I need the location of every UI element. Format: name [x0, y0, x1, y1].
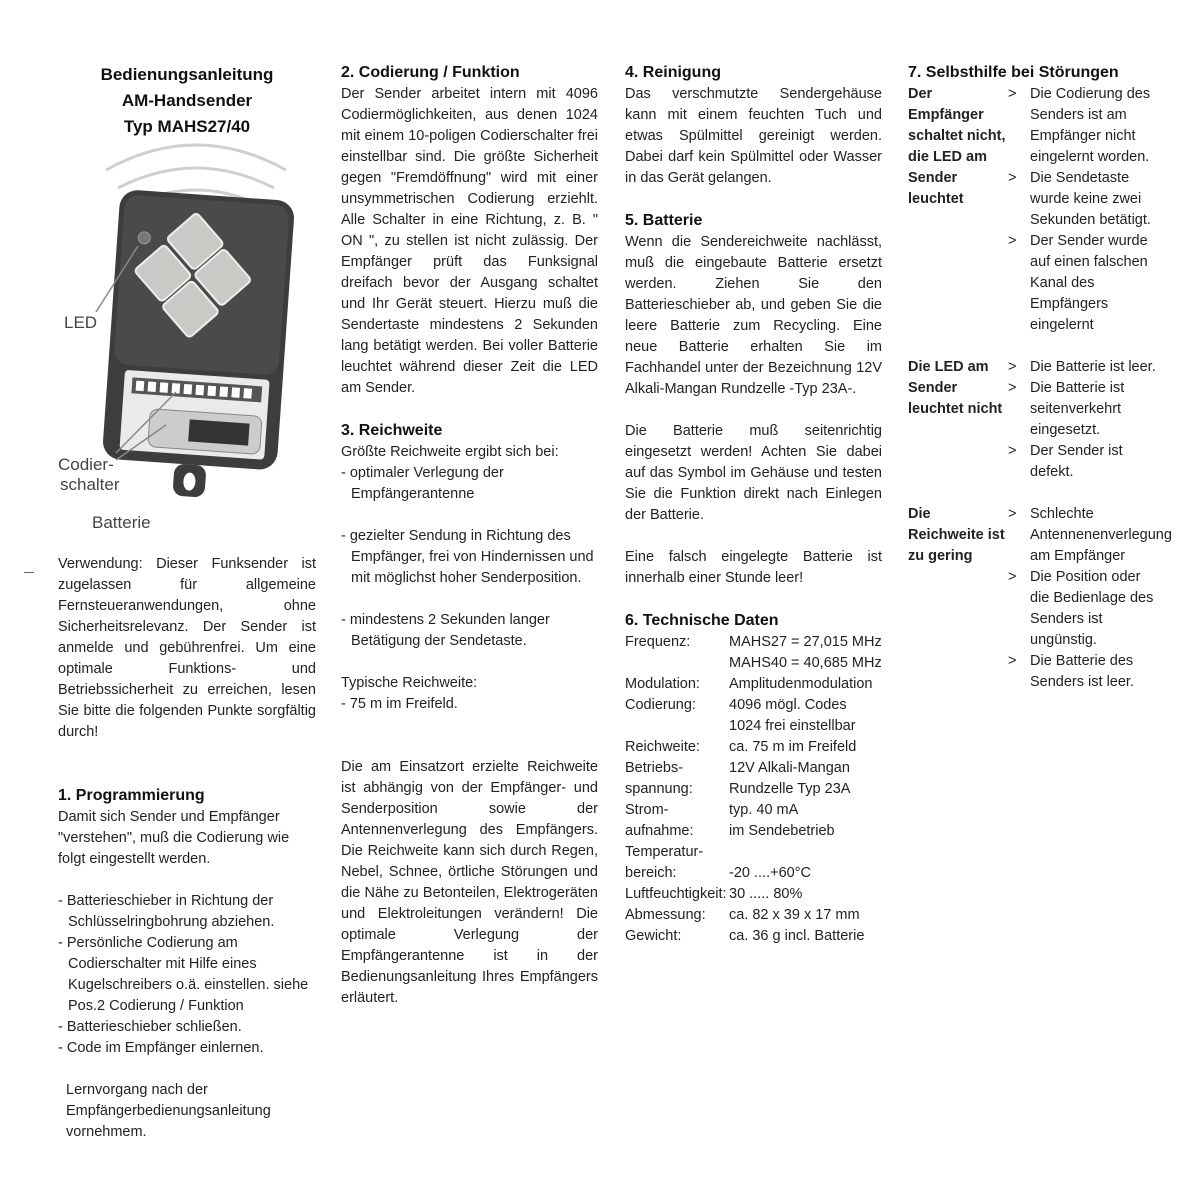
spec-row: [625, 674, 882, 695]
trouble-fix-text: Schlechte Antennenenverlegung am Empfänger: [1030, 506, 1172, 564]
section-1-step-1: - Batterieschieber in Richtung der Schlüsselringbohrung abziehen.: [58, 893, 275, 930]
column-4: [908, 62, 1172, 693]
section-5-text-3: Eine falsch eingelegte Batterie ist innerhalb einer Stunde leer!: [625, 549, 882, 586]
spec-row: [625, 821, 882, 842]
section-7-heading: 7. Selbsthilfe bei Störungen: [908, 64, 1119, 81]
trouble-fix-text: Die Batterie ist leer.: [1030, 359, 1156, 375]
spec-key: Luftfeuchtigkeit:: [625, 886, 727, 902]
bullet-marker: >: [1008, 233, 1017, 249]
spec-key: Gewicht:: [625, 928, 682, 944]
led-icon: [138, 231, 151, 244]
spec-key: [625, 716, 729, 737]
spec-key: Strom-: [625, 802, 669, 818]
bullet-marker: >: [1008, 443, 1017, 459]
spec-key: Betriebs-: [625, 760, 684, 776]
bullet-marker: >: [1008, 569, 1017, 585]
section-5-heading: 5. Batterie: [625, 212, 703, 229]
trouble-fix: [1008, 651, 1160, 693]
trouble-fix: [1008, 84, 1160, 168]
section-3-item-1: - optimaler Verlegung der Empfängerantenne: [341, 465, 504, 502]
column-3: [625, 62, 882, 947]
spec-row: [625, 716, 882, 737]
spec-row: [625, 863, 882, 884]
spec-key: bereich:: [625, 865, 677, 881]
bullet-marker: >: [1008, 506, 1017, 522]
trouble-fix-text: Die Batterie ist seitenverkehrt eingesetzt.: [1030, 380, 1125, 438]
trouble-fix: [1008, 231, 1160, 336]
battery-icon: [148, 409, 262, 455]
section-1-heading: 1. Programmierung: [58, 787, 205, 804]
spec-key: Modulation:: [625, 676, 700, 692]
remote-control-illustration: [56, 130, 336, 540]
trouble-fix-text: Die Batterie des Senders ist leer.: [1030, 653, 1134, 690]
title-line-2: AM-Handsender: [121, 91, 253, 110]
spec-value: ca. 36 g incl. Batterie: [729, 928, 865, 944]
intro-text: Verwendung: Dieser Funksender ist zugelassen für allgemeine Fernsteueranwendungen, ohne Sicherheitsrelevanz. Der Sender ist anmelde und gebührenfrei. Um eine optimale Funktions- und Betriebssicherheit zu erreichen, lesen Sie bitte die folgenden Punkte sorgfältig durch!: [58, 556, 316, 740]
trouble-group: [908, 357, 1160, 483]
trouble-fix-text: Der Sender wurde auf einen falschen Kanal des Empfängers eingelernt: [1030, 233, 1148, 333]
spec-key: Temperatur-: [625, 844, 704, 860]
section-3-intro: Größte Reichweite ergibt sich bei:: [341, 444, 559, 460]
bullet-marker: >: [1008, 653, 1017, 669]
spec-value: ca. 82 x 39 x 17 mm: [729, 907, 860, 923]
spec-key: Frequenz:: [625, 634, 691, 650]
bullet-marker: >: [1008, 380, 1017, 396]
trouble-fix: [1008, 357, 1160, 378]
trouble-fix-text: Die Position oder die Bedienlage des Senders ist ungünstig.: [1030, 569, 1154, 648]
section-5-text-2: Die Batterie muß seitenrichtig eingesetzt werden! Achten Sie dabei auf das Symbol im Gehäuse und testen Sie die Funktion direkt nach Einlegen der Batterie.: [625, 423, 882, 523]
codier-label-1: Codier-: [58, 455, 114, 474]
spec-value: Amplitudenmodulation: [729, 676, 873, 692]
margin-mark: [24, 572, 34, 573]
spec-value: 4096 mögl. Codes: [729, 697, 847, 713]
section-1-step-3: - Batterieschieber schließen.: [58, 1019, 242, 1035]
spec-key: aufnahme:: [625, 823, 694, 839]
section-6-heading: 6. Technische Daten: [625, 612, 779, 629]
spec-value: -20 ....+60°C: [729, 865, 811, 881]
section-4-text: Das verschmutzte Sendergehäuse kann mit einem feuchten Tuch und etwas Spülmittel gereinigt werden. Dabei darf kein Spülmittel oder Wasser in das Gerät gelangen.: [625, 86, 882, 186]
column-1-text: [58, 554, 316, 1143]
trouble-fixes: [1008, 357, 1160, 483]
section-2-text: Der Sender arbeitet intern mit 4096 Codiermöglichkeiten, aus denen 1024 mit einem 10-poligen Codierschalter frei einstellbar sind. Die größte Sicherheit gegen "Fremdöffnung" wird mit einer unsymmetrischen Codierung erziehlt. Alle Schalter in eine Richtung, z. B. " ON ", zu stellen ist nicht zulässig. Der Empfänger prüft das Funksignal dreifach bevor der Ausgang schaltet und Ihr Gerät steuert. Hierzu muß die Sendertaste mindestens 2 Sekunden lang betätigt werden. Bei voller Batterie leuchtet während dieser Zeit die LED am Sender.: [341, 86, 598, 396]
section-3-heading: 3. Reichweite: [341, 422, 443, 439]
spec-key: Abmessung:: [625, 907, 706, 923]
spec-row: [625, 632, 882, 653]
spec-row: [625, 737, 882, 758]
typical-range-value: - 75 m im Freifeld.: [341, 696, 458, 712]
trouble-fix: [1008, 441, 1160, 483]
trouble-fix: [1008, 378, 1160, 441]
spec-value: ca. 75 m im Freifeld: [729, 739, 857, 755]
section-1-text: Damit sich Sender und Empfänger "verstehen", muß die Codierung wie folgt eingestellt werden.: [58, 809, 290, 867]
spec-value: MAHS40 = 40,685 MHz: [729, 655, 882, 671]
trouble-cause: Die Reichweite ist zu gering: [908, 506, 1005, 564]
spec-row: [625, 926, 882, 947]
trouble-fix: [1008, 567, 1160, 651]
trouble-fix-text: Die Codierung des Senders ist am Empfänger nicht eingelernt worden.: [1030, 86, 1151, 165]
document-title: [58, 62, 316, 140]
battery-label: Batterie: [92, 513, 151, 532]
bullet-marker: >: [1008, 86, 1017, 102]
spec-table: [625, 632, 882, 947]
trouble-fix-text: Die Sendetaste wurde keine zwei Sekunden betätigt.: [1030, 170, 1151, 228]
trouble-group: [908, 84, 1160, 336]
spec-row: [625, 884, 882, 905]
bullet-marker: >: [1008, 359, 1017, 375]
spec-value: MAHS27 = 27,015 MHz: [729, 634, 882, 650]
led-label: LED: [64, 313, 98, 332]
section-3-item-3: - mindestens 2 Sekunden langer Betätigung der Sendetaste.: [341, 612, 550, 649]
spec-value: Rundzelle Typ 23A: [729, 781, 851, 797]
section-1-step-2: - Persönliche Codierung am Codierschalter mit Hilfe eines Kugelschreibers o.ä. einstellen. siehe Pos.2 Codierung / Funktion: [58, 935, 309, 1014]
section-3-item-2: - gezielter Sendung in Richtung des Empfänger, frei von Hindernissen und mit möglichst hoher Senderposition.: [341, 528, 594, 586]
trouble-fix: [1008, 504, 1172, 567]
spec-row: [625, 779, 882, 800]
typical-range-label: Typische Reichweite:: [341, 675, 478, 691]
section-1-step-4: - Code im Empfänger einlernen.: [58, 1040, 264, 1056]
section-1-note: Lernvorgang nach der Empfängerbedienungsanleitung vornehmem.: [66, 1082, 271, 1140]
bullet-marker: >: [1008, 170, 1017, 186]
spec-value: im Sendebetrieb: [729, 823, 835, 839]
spec-key: Codierung:: [625, 697, 696, 713]
section-3-text: Die am Einsatzort erzielte Reichweite ist abhängig von der Empfänger- und Senderposition sowie der Antennenverlegung des Empfängers. Die Reichweite kann sich durch Regen, Nebel, Schnee, örtliche Störungen und die Nähe zu Betonteilen, Elektrogeräten und Elektroleitungen verändern! Die optimale Verlegung der Empfängerantenne ist in der Bedienungsanleitung Ihres Empfängers erläutert.: [341, 759, 598, 1006]
spec-row: [625, 653, 882, 674]
title-line-1: Bedienungsanleitung: [100, 65, 274, 84]
column-2: [341, 62, 598, 1009]
section-2-heading: 2. Codierung / Funktion: [341, 64, 520, 81]
spec-value: 30 ..... 80%: [729, 886, 803, 902]
spec-row: [625, 758, 882, 779]
section-5-text-1: Wenn die Sendereichweite nachlässt, muß die eingebaute Batterie ersetzt werden. Ziehen Sie den Batterieschieber ab, und geben Sie die leere Batterie zum Recycling. Eine neue Batterie erhalten Sie im Fachhandel unter der Bezeichnung 12V Alkali-Mangan Rundzelle -Typ 23A-.: [625, 234, 882, 397]
spec-value: typ. 40 mA: [729, 802, 799, 818]
column-1: [58, 62, 316, 140]
section-4-heading: 4. Reinigung: [625, 64, 721, 81]
spec-row: [625, 800, 882, 821]
spec-row: [625, 842, 882, 863]
spec-value: 1024 frei einstellbar: [729, 718, 856, 734]
codier-label-2: schalter: [60, 475, 120, 494]
spec-row: [625, 905, 882, 926]
trouble-fix: [1008, 168, 1160, 231]
trouble-fixes: [1008, 84, 1160, 336]
remote-body: [100, 189, 296, 502]
trouble-group: [908, 504, 1172, 693]
spec-key: spannung:: [625, 781, 693, 797]
trouble-cause: Die LED am Sender leuchtet nicht: [908, 359, 1003, 417]
trouble-cause: Der Empfänger schaltet nicht, die LED am Sender leuchtet: [908, 86, 1006, 207]
spec-value: [729, 842, 882, 863]
spec-key: [625, 653, 729, 674]
trouble-fixes: [1008, 504, 1172, 693]
spec-value: 12V Alkali-Mangan: [729, 760, 850, 776]
trouble-fix-text: Der Sender ist defekt.: [1030, 443, 1123, 480]
spec-key: Reichweite:: [625, 739, 700, 755]
spec-row: [625, 695, 882, 716]
title-line-3: Typ MAHS27/40: [123, 117, 251, 136]
troubleshooting-list: [908, 84, 1172, 693]
